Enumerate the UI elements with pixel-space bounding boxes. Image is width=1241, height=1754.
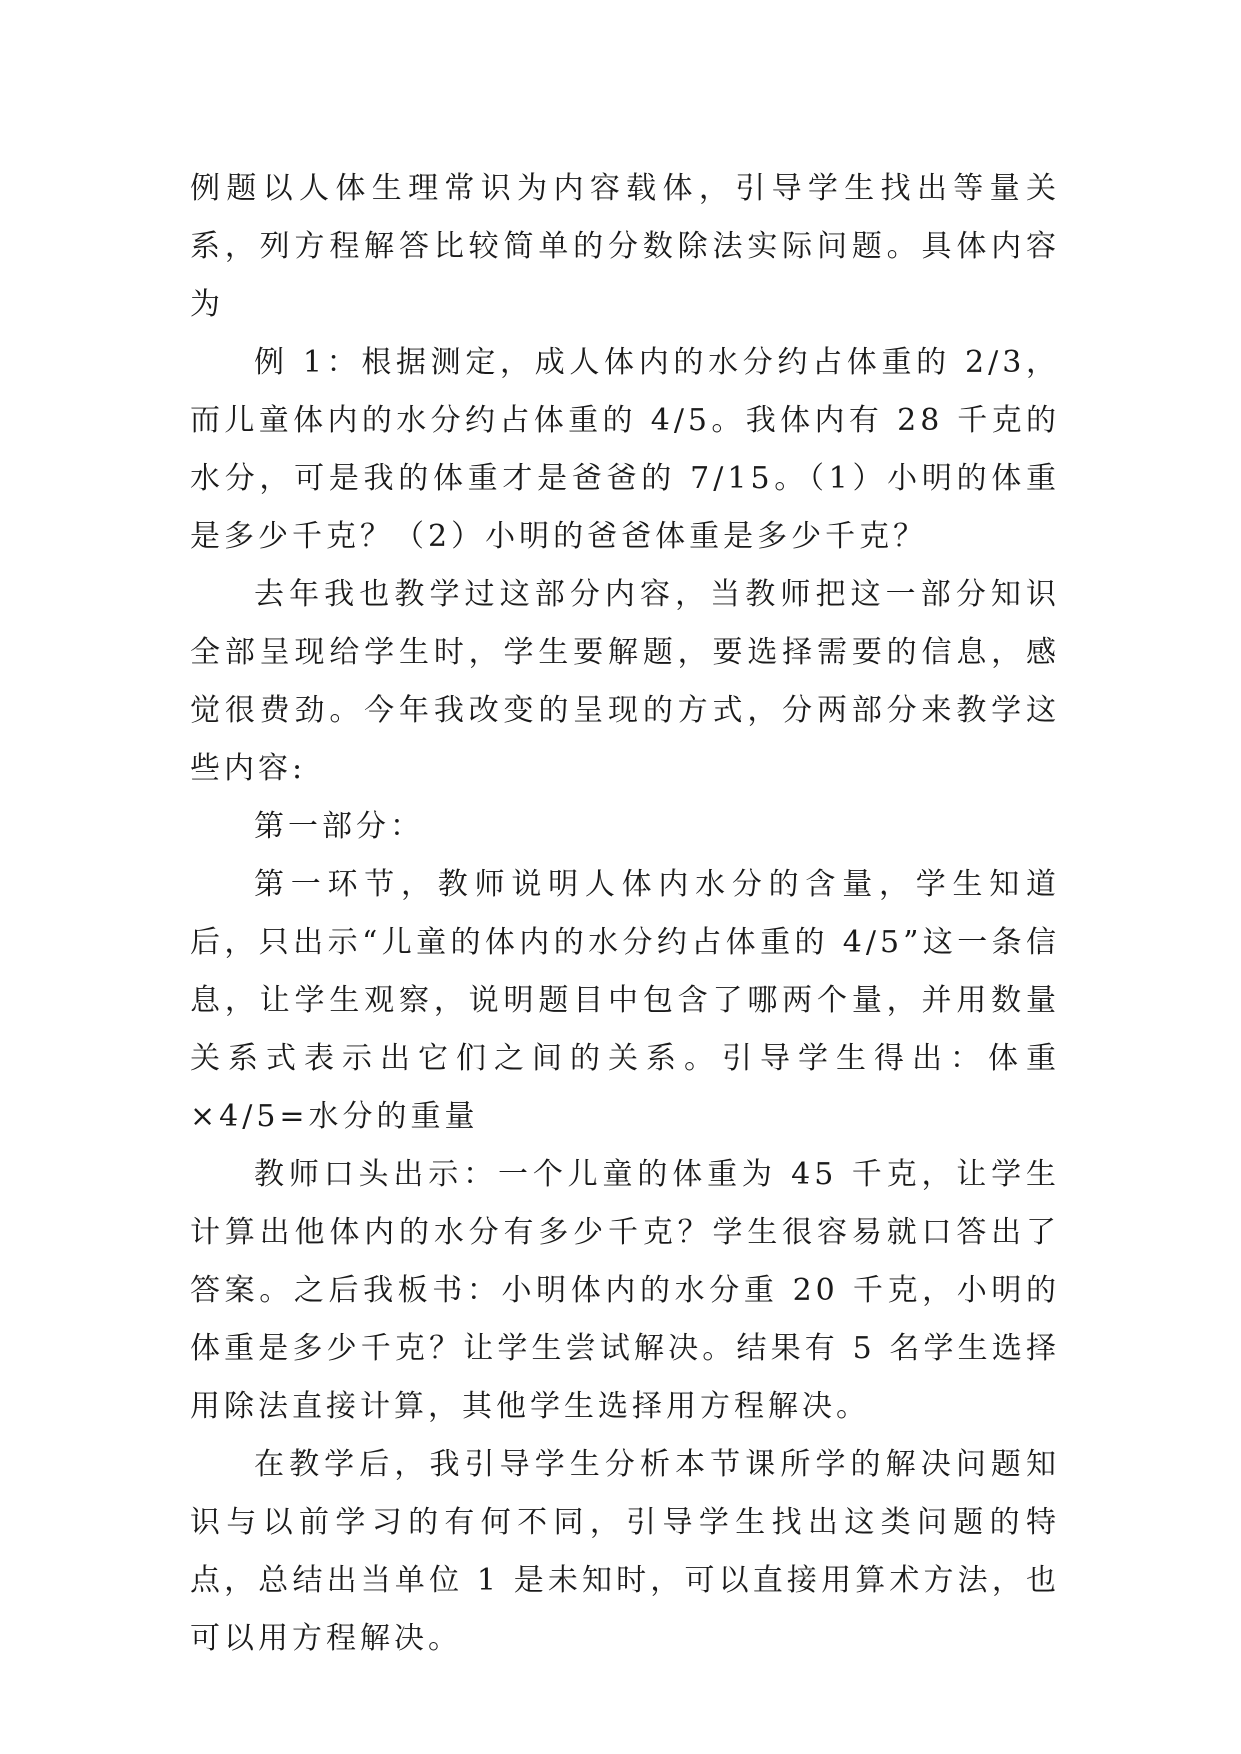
document-body [190,160,1060,1668]
paragraph-1: 例题以人体生理常识为内容载体，引导学生找出等量关系，列方程解答比较简单的分数除法实际问题。具体内容为 [190,171,1060,322]
paragraph-5: 第一环节，教师说明人体内水分的含量，学生知道后，只出示“儿童的体内的水分约占体重的 4/5”这一条信息，让学生观察，说明题目中包含了哪两个量，并用数量关系式表示出它们之间的关系。引导学生得出：体重×4/5=水分的重量 [190,867,1060,1134]
paragraph-7: 在教学后，我引导学生分析本节课所学的解决问题知识与以前学习的有何不同，引导学生找出这类问题的特点，总结出当单位 1 是未知时，可以直接用算术方法，也可以用方程解决。 [190,1447,1060,1656]
paragraph-3: 去年我也教学过这部分内容，当教师把这一部分知识全部呈现给学生时，学生要解题，要选择需要的信息，感觉很费劲。今年我改变的呈现的方式，分两部分来教学这些内容: [190,577,1060,786]
paragraph-2: 例 1：根据测定，成人体内的水分约占体重的 2/3，而儿童体内的水分约占体重的 4/5。我体内有 28 千克的水分，可是我的体重才是爸爸的 7/15。（1）小明的体重是多少千克？（2）小明的爸爸体重是多少千克？ [190,345,1060,554]
paragraph-4: 第一部分： [254,809,424,844]
paragraph-6: 教师口头出示：一个儿童的体重为 45 千克，让学生计算出他体内的水分有多少千克？学生很容易就口答出了答案。之后我板书：小明体内的水分重 20 千克，小明的体重是多少千克？让学生尝试解决。结果有 5 名学生选择用除法直接计算，其他学生选择用方程解决。 [190,1157,1060,1424]
